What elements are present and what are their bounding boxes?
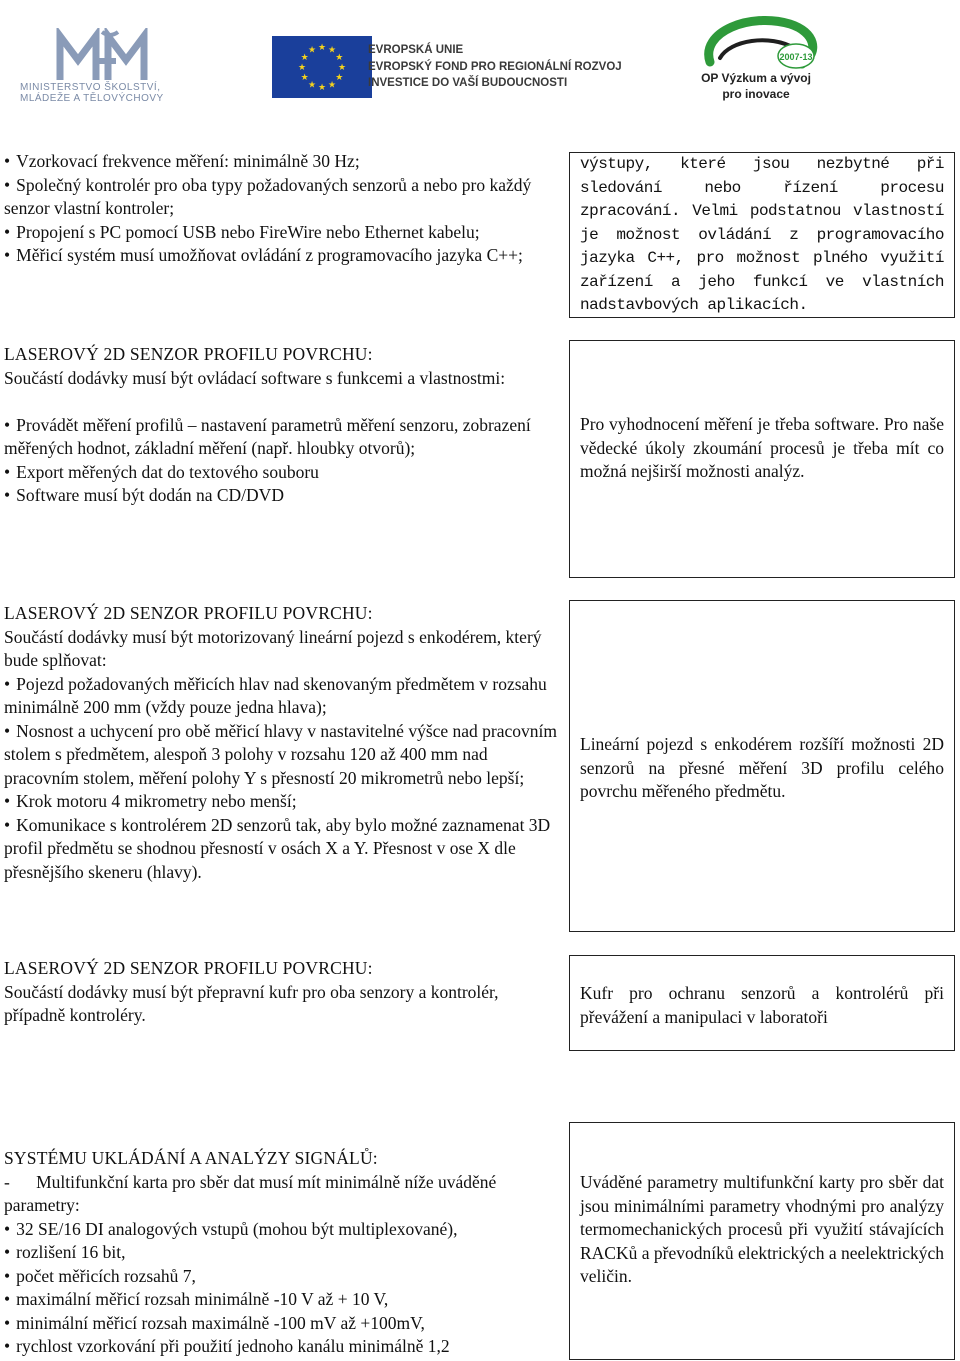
list-item: • rozlišení 16 bit, bbox=[4, 1241, 560, 1265]
section-intro: Součástí dodávky musí být ovládací software s funkcemi a vlastnostmi: bbox=[4, 367, 506, 388]
list-item: • Propojení s PC pomocí USB nebo FireWire nebo Ethernet kabelu; bbox=[4, 221, 560, 245]
list-item: • Měřicí systém musí umožňovat ovládání z programovacího jazyka C++; bbox=[4, 244, 560, 268]
list-item: • Komunikace s kontrolérem 2D senzorů tak, aby bylo možné zaznamenat 3D profil předmětu se shodnou přesností v osách X a Y. Přesnost v ose X dle přesnějšího skeneru (hlavy). bbox=[4, 814, 560, 885]
eu-line-1: EVROPSKÁ UNIE bbox=[368, 44, 464, 56]
eu-star-icon: ★ bbox=[307, 79, 317, 90]
justification-text: Lineární pojezd s enkodérem rozšíří možnosti 2D senzorů na přesné měření 3D profilu celého povrchu měřeného předmětu. bbox=[580, 734, 944, 801]
list-item: • Export měřených dat do textového souboru bbox=[4, 461, 560, 485]
list-item: • 32 SE/16 DI analogových vstupů (mohou být multiplexované), bbox=[4, 1218, 560, 1242]
justification-text: Kufr pro ochranu senzorů a kontrolérů při převážení a manipulaci v laboratoři bbox=[580, 983, 944, 1027]
list-item: • Nosnost a uchycení pro obě měřicí hlavy v nastavitelné výšce nad pracovním stolem s předmětem, alespoň 3 polohy v rozsahu 120 až 400 mm nad pracovním stolem, měření polohy Y s přesností 20 mikrometrů nebo lepší; bbox=[4, 720, 560, 791]
section-heading: LASEROVÝ 2D SENZOR PROFILU POVRCHU: bbox=[4, 958, 373, 978]
section-2-justification-box bbox=[569, 340, 955, 578]
justification-text: Pro vyhodnocení měření je třeba software. Pro naše vědecké úkoly zkoumání procesů je třeba mít co možná nejširší možnosti analýz. bbox=[580, 414, 944, 481]
list-item: • Vzorkovací frekvence měření: minimálně 30 Hz; bbox=[4, 150, 560, 174]
list-item: • Pojezd požadovaných měřicích hlav nad skenovaným předmětem v rozsahu minimálně 200 mm (vždy pouze jedna hlava); bbox=[4, 673, 560, 720]
eu-line-2: EVROPSKÝ FOND PRO REGIONÁLNÍ ROZVOJ bbox=[368, 60, 622, 73]
eu-star-icon: ★ bbox=[317, 42, 327, 52]
list-item: • minimální měřicí rozsah maximálně -100 mV až +100mV, bbox=[4, 1312, 560, 1336]
msmt-caption bbox=[20, 82, 164, 104]
eu-star-icon: ★ bbox=[307, 44, 317, 55]
section-heading: SYSTÉMU UKLÁDÁNÍ A ANALÝZY SIGNÁLŮ: bbox=[4, 1148, 378, 1168]
list-item: • rychlost vzorkování při použití jednoho kanálu minimálně 1,2 bbox=[4, 1335, 560, 1359]
section-4-requirements bbox=[4, 957, 560, 1028]
msmt-line-2: MLÁDEŽE A TĚLOVÝCHOVY bbox=[20, 93, 164, 104]
section-intro: Součástí dodávky musí být motorizovaný lineární pojezd s enkodérem, který bude splňovat: bbox=[4, 626, 542, 670]
section-3-requirements bbox=[4, 602, 560, 884]
section-1-justification-box bbox=[569, 152, 955, 318]
section-5-justification-box bbox=[569, 1122, 955, 1360]
eu-flag-icon bbox=[272, 36, 372, 98]
list-item: • počet měřicích rozsahů 7, bbox=[4, 1265, 560, 1289]
logo-header bbox=[0, 0, 960, 125]
justification-text: výstupy, které jsou nezbytné při sledování nebo řízení procesu zpracování. Velmi podstatnou vlastností je možnost ovládání z programovacího jazyka C++, pro možnost plného využití zařízení a jeho funkcí ve vlastních nadstavbových aplikacích. bbox=[580, 155, 944, 314]
eu-star-icon: ★ bbox=[335, 52, 344, 62]
section-4-justification-box bbox=[569, 955, 955, 1051]
eu-star-icon: ★ bbox=[337, 62, 347, 72]
eu-star-icon: ★ bbox=[327, 44, 337, 55]
section-heading: LASEROVÝ 2D SENZOR PROFILU POVRCHU: bbox=[4, 344, 373, 364]
section-1-requirements bbox=[4, 150, 560, 268]
section-heading: LASEROVÝ 2D SENZOR PROFILU POVRCHU: bbox=[4, 603, 373, 623]
list-item: • Provádět měření profilů – nastavení parametrů měření senzoru, zobrazení měřených hodnot, základní měření (např. hloubky otvorů); bbox=[4, 414, 560, 461]
op-line-1: OP Výzkum a vývoj bbox=[701, 71, 811, 85]
msmt-emblem-icon bbox=[56, 28, 156, 88]
op-caption bbox=[696, 70, 816, 102]
eu-star-icon: ★ bbox=[300, 72, 309, 82]
justification-text: Uváděné parametry multifunkční karty pro sběr dat jsou minimálními parametry vhodnými pro analýzy termomechanických procesů při využití stávajících RACKů a převodníků elektrických a neelektrických veličin. bbox=[580, 1172, 944, 1286]
eu-star-icon: ★ bbox=[317, 82, 327, 92]
list-item: • Software musí být dodán na CD/DVD bbox=[4, 484, 560, 508]
section-2-requirements bbox=[4, 343, 560, 508]
op-years-text: 2007-13 bbox=[779, 52, 813, 62]
msmt-line-1: MINISTERSTVO ŠKOLSTVÍ, bbox=[20, 82, 161, 93]
list-item: • maximální měřicí rozsah minimálně -10 V až + 10 V, bbox=[4, 1288, 560, 1312]
eu-caption bbox=[368, 42, 622, 92]
msmt-logo bbox=[18, 22, 178, 112]
section-intro: - Multifunkční karta pro sběr dat musí mít minimálně níže uváděné parametry: bbox=[4, 1171, 501, 1215]
section-intro: Součástí dodávky musí být přepravní kufr pro oba senzory a kontrolér, případně kontroléry. bbox=[4, 981, 499, 1025]
op-line-2: pro inovace bbox=[722, 87, 790, 101]
section-5-requirements bbox=[4, 1147, 560, 1359]
eu-star-icon: ★ bbox=[297, 62, 307, 72]
eu-line-3: INVESTICE DO VAŠÍ BUDOUCNOSTI bbox=[368, 77, 568, 89]
eu-star-icon: ★ bbox=[335, 72, 344, 82]
list-item: • Společný kontrolér pro oba typy požadovaných senzorů a nebo pro každý senzor vlastní kontroler; bbox=[4, 174, 560, 221]
list-item: • Krok motoru 4 mikrometry nebo menší; bbox=[4, 790, 560, 814]
eu-star-icon: ★ bbox=[300, 52, 309, 62]
section-3-justification-box bbox=[569, 600, 955, 932]
eu-star-icon: ★ bbox=[327, 79, 337, 90]
